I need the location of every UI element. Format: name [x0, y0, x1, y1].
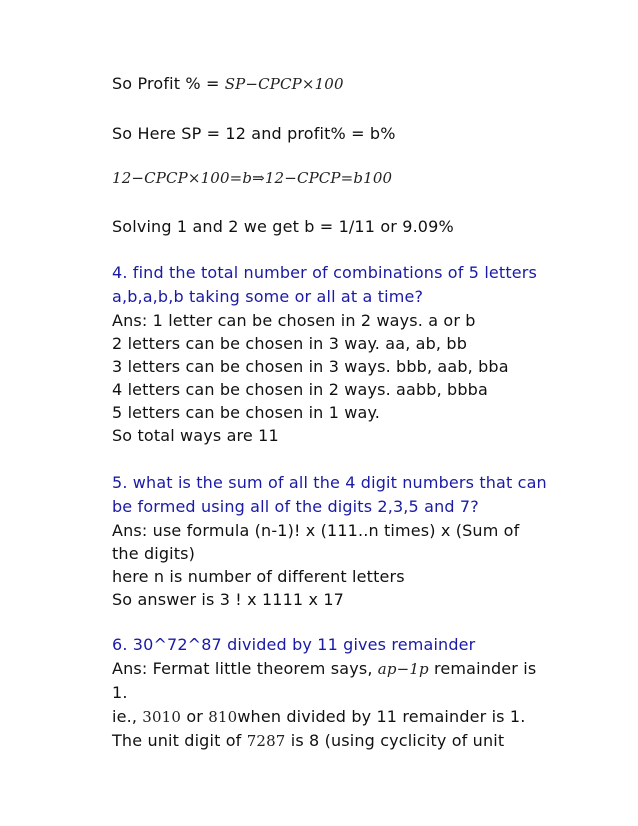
answer-6-line-4-post: is 8 (using cyclicity of unit — [285, 731, 505, 750]
question-5-line-1: 5. what is the sum of all the 4 digit numbers that can — [112, 473, 547, 492]
answer-6-line-1 — [112, 658, 536, 680]
question-4-line-2: a,b,a,b,b taking some or all at a time? — [112, 287, 424, 306]
answer-6-line-1-post: remainder is — [428, 659, 537, 678]
question-4-line-1: 4. find the total number of combinations of 5 letters — [112, 263, 537, 282]
answer-4-line-4: 4 letters can be chosen in 2 ways. aabb, bbba — [112, 380, 488, 399]
answer-6-line-2: 1. — [112, 683, 128, 702]
answer-6-line-3-math-2: 810 — [208, 708, 238, 726]
answer-6-line-3-mid: or — [181, 707, 209, 726]
answer-4-line-3: 3 letters can be chosen in 3 ways. bbb, aab, bba — [112, 357, 509, 376]
answer-5-line-2: the digits) — [112, 544, 196, 563]
answer-5-line-1: Ans: use formula (n-1)! x (111..n times) x (Sum of — [112, 521, 520, 540]
answer-6-line-4-pre: The unit digit of — [112, 731, 247, 750]
answer-4-line-1: Ans: 1 letter can be chosen in 2 ways. a or b — [112, 311, 476, 330]
equation-line — [112, 167, 392, 189]
answer-4-line-6: So total ways are 11 — [112, 426, 279, 445]
answer-6-line-1-math: ap−1p — [377, 660, 429, 678]
answer-6-line-3-math-1: 3010 — [142, 708, 182, 726]
question-6-line-1: 6. 30^72^87 divided by 11 gives remainder — [112, 635, 476, 654]
solution-line: Solving 1 and 2 we get b = 1/11 or 9.09% — [112, 217, 454, 236]
answer-6-line-4-math: 7287 — [246, 732, 286, 750]
answer-6-line-3-pre: ie., — [112, 707, 143, 726]
answer-6-line-3-post: when divided by 11 remainder is 1. — [237, 707, 526, 726]
answer-6-line-3 — [112, 706, 525, 728]
profit-formula-label: So Profit % = — [112, 74, 225, 93]
answer-4-line-2: 2 letters can be chosen in 3 way. aa, ab, bb — [112, 334, 468, 353]
given-values-line: So Here SP = 12 and profit% = b% — [112, 124, 396, 143]
profit-formula-line — [112, 73, 344, 95]
answer-6-line-1-pre: Ans: Fermat little theorem says, — [112, 659, 378, 678]
answer-5-line-3: here n is number of different letters — [112, 567, 405, 586]
answer-6-line-4 — [112, 730, 504, 752]
answer-5-line-4: So answer is 3 ! x 1111 x 17 — [112, 590, 345, 609]
question-5-line-2: be formed using all of the digits 2,3,5 and 7? — [112, 497, 479, 516]
equation-math: 12−CPCP×100=b⇒12−CPCP=b100 — [112, 169, 393, 187]
profit-formula-math: SP−CPCP×100 — [224, 75, 344, 93]
answer-4-line-5: 5 letters can be chosen in 1 way. — [112, 403, 381, 422]
